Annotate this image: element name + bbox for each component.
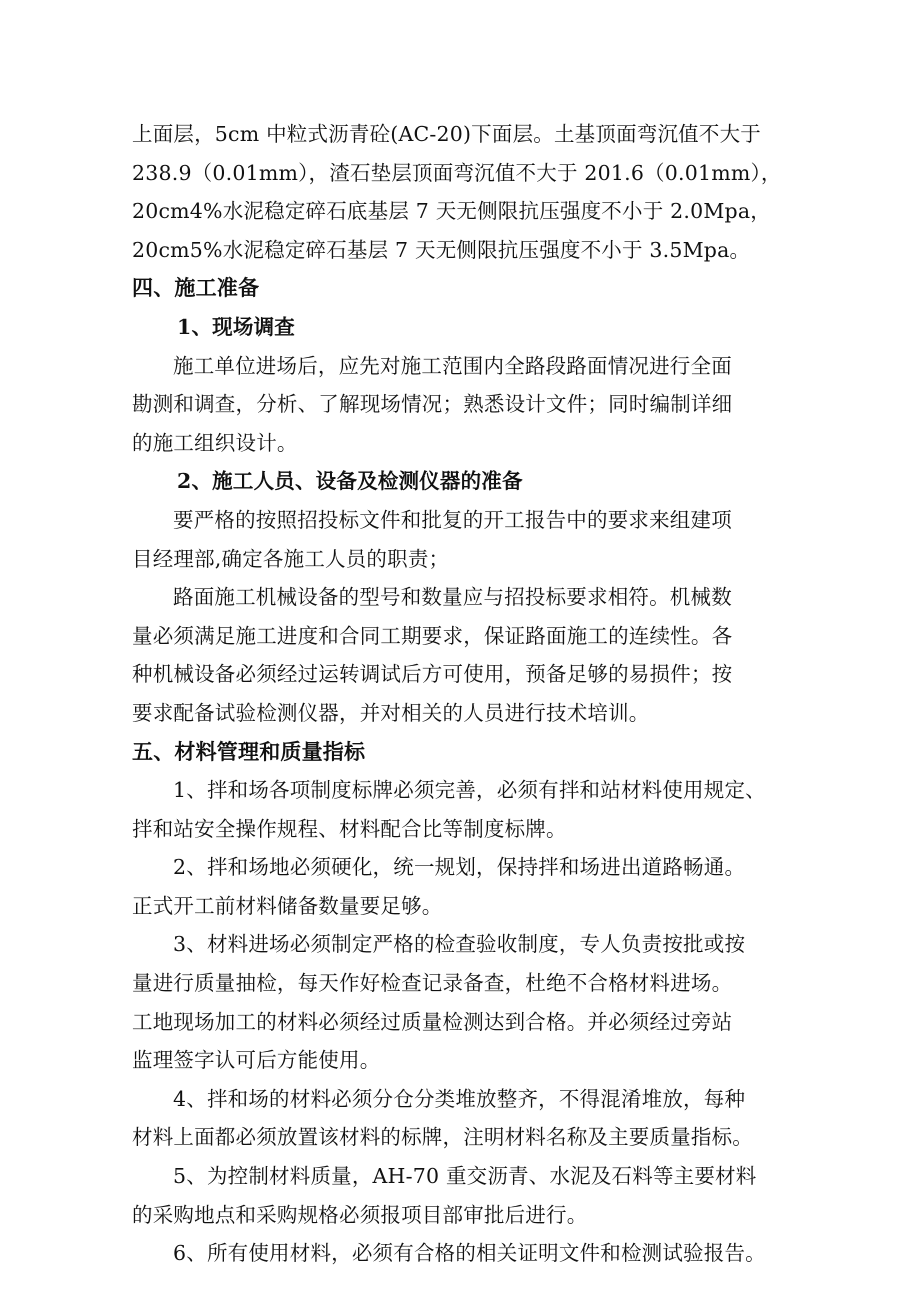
paragraph-first-line: 5、为控制材料质量，AH-70 重交沥青、水泥及石料等主要材料 bbox=[173, 1164, 757, 1189]
document-body bbox=[132, 115, 812, 1273]
body-text-line: 量进行质量抽检，每天作好检查记录备查，杜绝不合格材料进场。 bbox=[132, 971, 733, 996]
paragraph-first-line: 2、拌和场地必须硬化，统一规划，保持拌和场进出道路畅通。 bbox=[173, 855, 746, 880]
body-text-line: 的施工组织设计。 bbox=[132, 430, 298, 455]
subsection-heading: 1、现场调查 bbox=[177, 314, 295, 339]
body-text-line: 上面层，5cm 中粒式沥青砼(AC-20)下面层。土基顶面弯沉值不大于 bbox=[132, 122, 761, 146]
paragraph-first-line: 要严格的按照招投标文件和批复的开工报告中的要求来组建项 bbox=[173, 507, 732, 532]
body-text-line: 20cm5%水泥稳定碎石基层 7 天无侧限抗压强度不小于 3.5Mpa。 bbox=[132, 237, 751, 262]
body-text-line: 勘测和调查，分析、了解现场情况；熟悉设计文件；同时编制详细 bbox=[132, 392, 733, 417]
section-heading: 四、施工准备 bbox=[132, 275, 260, 301]
paragraph-first-line: 4、拌和场的材料必须分仓分类堆放整齐，不得混淆堆放，每种 bbox=[173, 1086, 746, 1111]
body-text-line: 正式开工前材料储备数量要足够。 bbox=[132, 893, 443, 918]
body-text-line: 20cm4%水泥稳定碎石底基层 7 天无侧限抗压强度不小于 2.0Mpa， bbox=[132, 199, 771, 224]
body-text-line: 种机械设备必须经过运转调试后方可使用，预备足够的易损件；按 bbox=[132, 662, 733, 687]
section-heading: 五、材料管理和质量指标 bbox=[132, 738, 366, 764]
body-text-line: 的采购地点和采购规格必须报项目部审批后进行。 bbox=[132, 1202, 588, 1227]
subsection-heading: 2、施工人员、设备及检测仪器的准备 bbox=[177, 469, 523, 494]
body-text-line: 量必须满足施工进度和合同工期要求，保证路面施工的连续性。各 bbox=[132, 623, 733, 648]
paragraph-first-line: 1、拌和场各项制度标牌必须完善，必须有拌和站材料使用规定、 bbox=[173, 778, 766, 803]
body-text-line: 要求配备试验检测仪器，并对相关的人员进行技术培训。 bbox=[132, 700, 650, 725]
body-text-line: 拌和站安全操作规程、材料配合比等制度标牌。 bbox=[132, 816, 567, 841]
paragraph-first-line: 施工单位进场后，应先对施工范围内全路段路面情况进行全面 bbox=[173, 353, 732, 378]
paragraph-first-line: 6、所有使用材料，必须有合格的相关证明文件和检测试验报告。 bbox=[173, 1241, 766, 1266]
body-text-line: 监理签字认可后方能使用。 bbox=[132, 1048, 381, 1073]
body-text-line: 工地现场加工的材料必须经过质量检测达到合格。并必须经过旁站 bbox=[132, 1009, 733, 1034]
body-text-line: 238.9（0.01mm），渣石垫层顶面弯沉值不大于 201.6（0.01mm）， bbox=[132, 160, 782, 185]
paragraph-first-line: 3、材料进场必须制定严格的检查验收制度，专人负责按批或按 bbox=[173, 932, 746, 957]
body-text-line: 材料上面都必须放置该材料的标牌，注明材料名称及主要质量指标。 bbox=[132, 1125, 753, 1150]
body-text-line: 目经理部,确定各施工人员的职责； bbox=[132, 546, 450, 571]
paragraph-first-line: 路面施工机械设备的型号和数量应与招投标要求相符。机械数 bbox=[173, 585, 732, 610]
